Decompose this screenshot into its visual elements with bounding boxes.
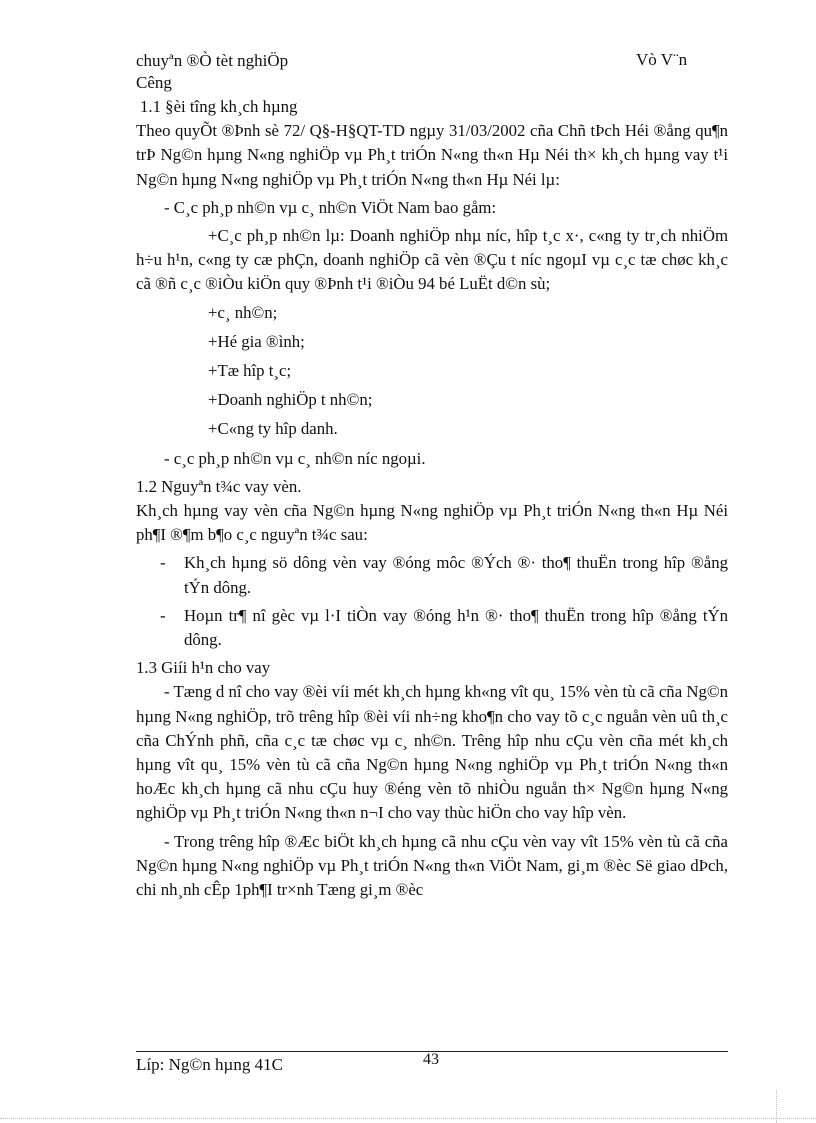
- bullet-text: Hoµn tr¶ nî gèc vµ l·I tiÒn vay ®óng h¹n ®· tho¶ thuËn trong hîp ®ång tÝn dông.: [184, 605, 728, 650]
- paragraph: - Trong trêng hîp ®Æc biÖt kh¸ch hµng cã nhu cÇu vèn vay vît 15% vèn tù cã cña Ng©n hµng N«ng nghiÖp vµ Ph¸t triÓn N«ng th«n ViÖt Nam, gi¸m ®èc Së giao dÞch, chi nh¸nh cÊp 1ph¶I tr×nh Tæng gi¸m ®èc: [136, 831, 728, 900]
- list: [136, 301, 728, 442]
- paragraph: - Tæng d nî cho vay ®èi víi mét kh¸ch hµng kh«ng vît qu¸ 15% vèn tù cã cña Ng©n hµng N«ng nghiÖp, trõ trêng hîp ®èi víi nh÷ng kho¶n cho vay tõ c¸c nguån vèn uû th¸c cña ChÝnh phñ, cña c¸c tæ chøc vµ c¸ nh©n. Trêng hîp nhu cÇu vèn cña mét kh¸ch hµng vît qu¸ 15% vèn tù cã cña Ng©n hµng N«ng nghiÖp vµ Ph¸t triÓn N«ng th«n hoÆc kh¸ch hµng cã nhu cÇu huy ®éng vèn tõ nhiÒu nguån th× Ng©n hµng N«ng nghiÖp vµ Ph¸t triÓn N«ng th«n n¬I cho vay thùc hiÖn cho vay hîp vèn.: [136, 682, 728, 823]
- list-item: +c¸ nh©n;: [208, 302, 278, 322]
- bullet-dash: -: [160, 553, 166, 573]
- section-heading-1-2: 1.2 Nguyªn t¾c vay vèn.: [136, 476, 302, 496]
- page-edge: [0, 1118, 816, 1119]
- paragraph: - C¸c ph¸p nh©n vµ c¸ nh©n ViÖt Nam bao gåm:: [164, 197, 497, 217]
- list-item: +C«ng ty hîp danh.: [208, 419, 338, 439]
- header-title-cont: Cêng: [136, 73, 172, 92]
- bullet-dash: -: [160, 605, 166, 625]
- bullet-item: [136, 551, 728, 599]
- header-title: chuyªn ®Ò tèt nghiÖp: [136, 51, 289, 70]
- section-heading-1-3: 1.3 Giíi h¹n cho vay: [136, 658, 271, 678]
- paragraph: Theo quyÕt ®Þnh sè 72/ Q§-H§QT-TD ngµy 31/03/2002 cña Chñ tÞch Héi ®ång qu¶n trÞ Ng©n hµng N«ng nghiÖp vµ Ph¸t triÓn N«ng th«n Hµ Néi th× kh¸ch hµng vay t¹i Ng©n hµng N«ng nghiÖp vµ Ph¸t triÓn N«ng th«n Hµ Néi lµ:: [136, 121, 728, 189]
- bullet-text: Kh¸ch hµng sö dông vèn vay ®óng môc ®Ých ®· tho¶ thuËn trong hîp ®ång tÝn dông.: [184, 553, 728, 597]
- paragraph: - c¸c ph¸p nh©n vµ c¸ nh©n níc ngoµi.: [164, 448, 426, 468]
- page-number: 43: [423, 1051, 439, 1068]
- header-left: [136, 50, 288, 94]
- paragraph: +C¸c ph¸p nh©n lµ: Doanh nghiÖp nhµ níc, hîp t¸c x·, c«ng ty tr¸ch nhiÖm h÷u h¹n, c«ng ty cæ phÇn, doanh nghiÖp cã vèn ®Çu t níc ngoµI vµ c¸c tæ chøc kh¸c cã ®ñ c¸c ®iÒu kiÖn quy ®Þnh t¹i ®iÒu 94 bé LuËt d©n sù;: [136, 226, 728, 294]
- bullet-item: [136, 604, 728, 652]
- list-item: +Tæ hîp t¸c;: [208, 361, 292, 381]
- header-author: Vò V¨n: [636, 50, 688, 69]
- list-item: +Hé gia ®ình;: [208, 331, 305, 351]
- section-heading-1-1: 1.1 §èi tîng kh¸ch hµng: [140, 97, 298, 116]
- document-body: [136, 95, 728, 902]
- page-edge-vertical: [776, 1090, 777, 1123]
- list-item: +Doanh nghiÖp t nh©n;: [208, 390, 373, 410]
- footer-class: Líp: Ng©n hµng 41C: [136, 1055, 283, 1074]
- paragraph: Kh¸ch hµng vay vèn cña Ng©n hµng N«ng nghiÖp vµ Ph¸t triÓn N«ng th«n Hµ Néi ph¶I ®¶m b¶o c¸c nguyªn t¾c sau:: [136, 501, 728, 545]
